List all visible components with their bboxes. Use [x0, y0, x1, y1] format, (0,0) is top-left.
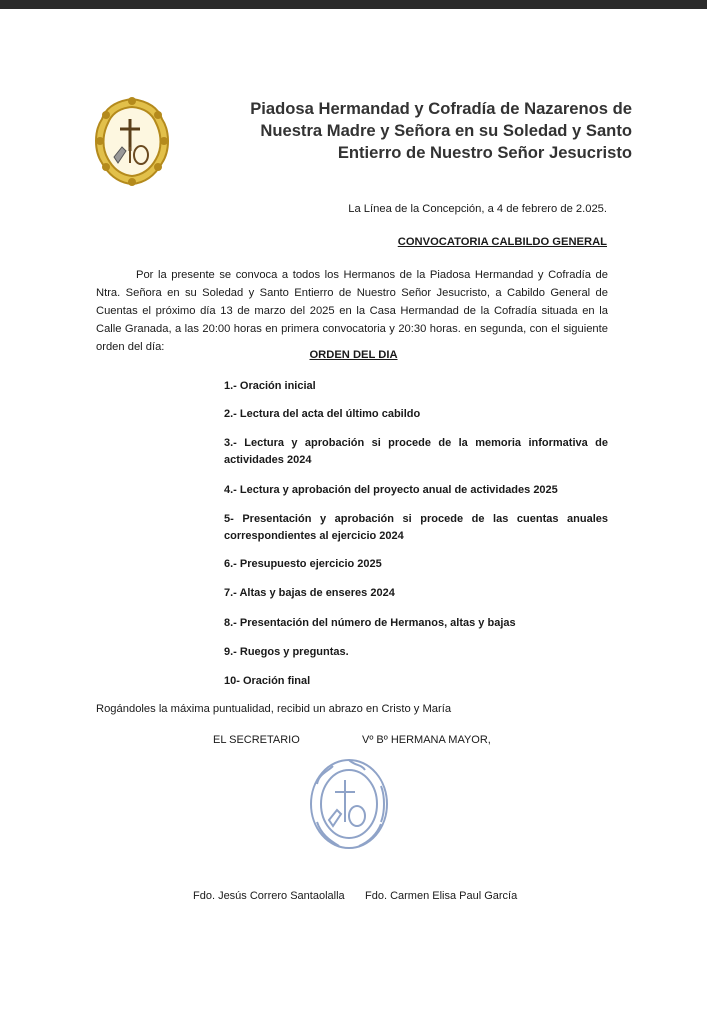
brotherhood-crest-logo	[92, 95, 172, 187]
agenda-item: 10- Oración final	[224, 675, 311, 687]
agenda-item: 3.- Lectura y aprobación si procede de la memoria informativa de actividades 2024	[224, 437, 608, 466]
hermana-mayor-label: Vº Bº HERMANA MAYOR,	[362, 734, 491, 746]
agenda-item: 1.- Oración inicial	[224, 380, 316, 392]
brotherhood-title	[212, 98, 632, 164]
closing-line: Rogándoles la máxima puntualidad, recibid un abrazo en Cristo y María	[96, 703, 452, 715]
agenda-item: 2.- Lectura del acta del último cabildo	[224, 408, 421, 420]
agenda-item: 7.- Altas y bajas de enseres 2024	[224, 587, 395, 599]
agenda-item: 5- Presentación y aprobación si procede de las cuentas anuales correspondientes al ejercicio 2024	[224, 513, 608, 542]
agenda-item: 6.- Presupuesto ejercicio 2025	[224, 558, 382, 570]
hermana-mayor-signature-name: Fdo. Carmen Elisa Paul García	[365, 890, 518, 902]
agenda-item: 8.- Presentación del número de Hermanos, altas y bajas	[224, 617, 516, 629]
secretary-signature-name: Fdo. Jesús Correro Santaolalla	[193, 890, 345, 902]
date-line: La Línea de la Concepción, a 4 de febrero de 2.025.	[348, 203, 607, 215]
secretary-label: EL SECRETARIO	[213, 734, 300, 746]
agenda-title: ORDEN DEL DIA	[309, 349, 398, 361]
brotherhood-seal-stamp	[305, 756, 393, 852]
title-line-3: Entierro de Nuestro Señor Jesucristo	[337, 143, 632, 162]
title-line-1: Piadosa Hermandad y Cofradía de Nazarenos de	[250, 99, 632, 118]
intro-paragraph: Por la presente se convoca a todos los Hermanos de la Piadosa Hermandad y Cofradía de Ntra. Señora en su Soledad y Santo Entierro de Nuestro Señor Jesucristo, a Cabildo General de Cuentas el próximo día 13 de marzo del 2025 en la Casa Hermandad de la Cofradía situada en la Calle Granada, a las 20:00 horas en primera convocatoria y 20:30 horas. en segunda, con el siguiente orden del día:	[96, 269, 608, 353]
agenda-item: 9.- Ruegos y preguntas.	[224, 646, 349, 658]
agenda-item: 4.- Lectura y aprobación del proyecto anual de actividades 2025	[224, 484, 558, 496]
convocation-heading: CONVOCATORIA CALBILDO GENERAL	[397, 236, 607, 248]
top-bar	[0, 0, 707, 9]
title-line-2: Nuestra Madre y Señora en su Soledad y Santo	[260, 121, 632, 140]
